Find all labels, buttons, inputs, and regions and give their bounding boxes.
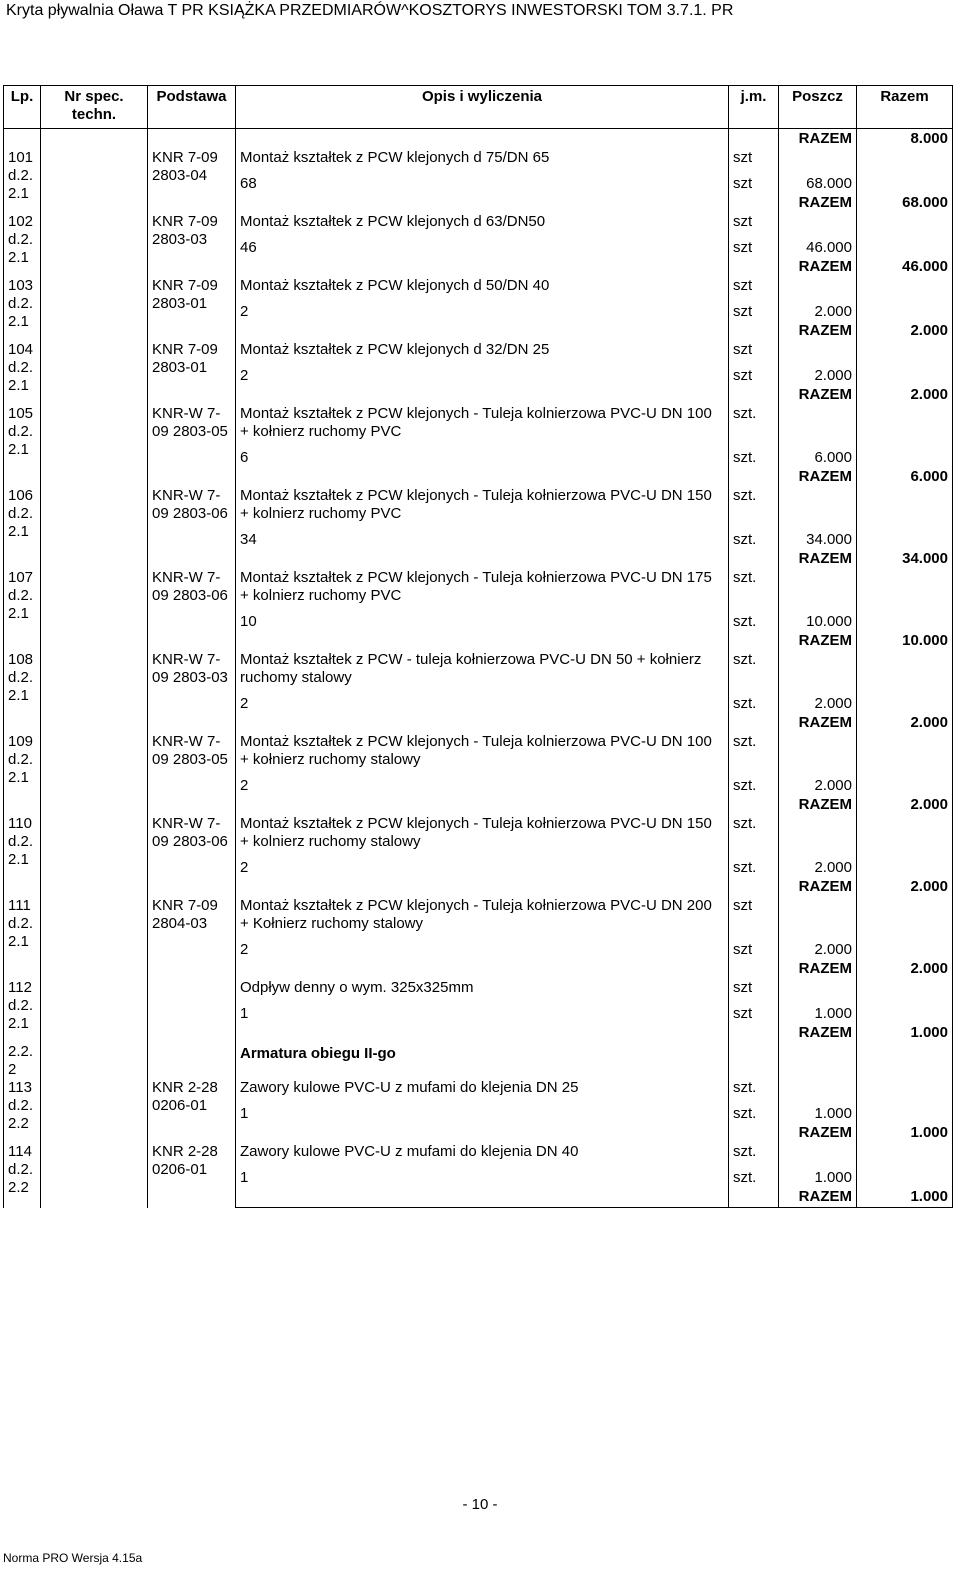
item-lp: 106 d.2. 2.1 bbox=[4, 487, 41, 569]
empty-cell bbox=[857, 1161, 953, 1187]
item-nr-spec bbox=[41, 405, 148, 487]
razem-label: RAZEM bbox=[779, 1187, 857, 1208]
item-description: Montaż kształtek z PCW klejonych - Tuleja kołnierzowa PVC-U DN 150 + kolnierz ruchomy PVC bbox=[236, 487, 729, 523]
razem-value: 1.000 bbox=[857, 1123, 953, 1143]
item-nr-spec bbox=[41, 651, 148, 733]
item-unit: szt bbox=[729, 277, 779, 295]
calc-quantity: 10 bbox=[236, 605, 729, 631]
empty-cell bbox=[857, 979, 953, 997]
razem-label: RAZEM bbox=[779, 385, 857, 405]
empty-cell bbox=[236, 713, 729, 733]
razem-label: RAZEM bbox=[779, 713, 857, 733]
item-row bbox=[4, 815, 953, 851]
item-lp: 103 d.2. 2.1 bbox=[4, 277, 41, 341]
calc-unit: szt. bbox=[729, 523, 779, 549]
razem-value: 2.000 bbox=[857, 959, 953, 979]
empty-cell bbox=[236, 257, 729, 277]
poszcz-value: 2.000 bbox=[779, 687, 857, 713]
item-nr-spec bbox=[41, 213, 148, 277]
section-row bbox=[4, 1043, 953, 1079]
item-description: Montaż kształtek z PCW klejonych d 63/DN50 bbox=[236, 213, 729, 231]
table-header-row bbox=[4, 86, 953, 129]
item-row bbox=[4, 569, 953, 605]
calc-unit: szt. bbox=[729, 1097, 779, 1123]
empty-cell bbox=[729, 467, 779, 487]
calc-quantity: 2 bbox=[236, 687, 729, 713]
item-description: Montaż kształtek z PCW klejonych - Tuleja kolnierzowa PVC-U DN 100 + kołnierz ruchomy stalowy bbox=[236, 733, 729, 769]
empty-cell bbox=[236, 549, 729, 569]
empty-cell bbox=[236, 877, 729, 897]
item-lp: 107 d.2. 2.1 bbox=[4, 569, 41, 651]
item-unit: szt. bbox=[729, 569, 779, 605]
razem-value: 46.000 bbox=[857, 257, 953, 277]
empty-cell bbox=[729, 959, 779, 979]
razem-label: RAZEM bbox=[779, 467, 857, 487]
item-unit: szt. bbox=[729, 733, 779, 769]
empty-cell bbox=[236, 1187, 729, 1208]
item-description: Montaż kształtek z PCW - tuleja kołnierzowa PVC-U DN 50 + kołnierz ruchomy stalowy bbox=[236, 651, 729, 687]
item-row bbox=[4, 1143, 953, 1161]
empty-cell bbox=[857, 213, 953, 231]
item-row bbox=[4, 733, 953, 769]
poszcz-value: 2.000 bbox=[779, 359, 857, 385]
item-lp: 113 d.2. 2.2 bbox=[4, 1079, 41, 1143]
empty-cell bbox=[857, 277, 953, 295]
empty-cell bbox=[857, 149, 953, 167]
item-unit: szt. bbox=[729, 405, 779, 441]
empty-cell bbox=[729, 631, 779, 651]
item-description: Zawory kulowe PVC-U z mufami do klejenia DN 25 bbox=[236, 1079, 729, 1097]
calc-unit: szt. bbox=[729, 851, 779, 877]
poszcz-value: 1.000 bbox=[779, 997, 857, 1023]
empty-cell bbox=[236, 631, 729, 651]
item-row bbox=[4, 405, 953, 441]
calc-unit: szt bbox=[729, 997, 779, 1023]
col-header-opis: Opis i wyliczenia bbox=[236, 86, 729, 129]
razem-label: RAZEM bbox=[779, 959, 857, 979]
razem-value: 2.000 bbox=[857, 321, 953, 341]
empty-cell bbox=[857, 651, 953, 687]
item-lp: 112 d.2. 2.1 bbox=[4, 979, 41, 1043]
item-description: Montaż kształtek z PCW klejonych - Tuleja kołnierzowa PVC-U DN 175 + kolnierz ruchomy PVC bbox=[236, 569, 729, 605]
item-lp: 114 d.2. 2.2 bbox=[4, 1143, 41, 1208]
poszcz-value: 68.000 bbox=[779, 167, 857, 193]
item-unit: szt. bbox=[729, 651, 779, 687]
item-podstawa: KNR 7-09 2803-01 bbox=[148, 341, 236, 405]
poszcz-value: 6.000 bbox=[779, 441, 857, 467]
empty-cell bbox=[729, 385, 779, 405]
empty-cell bbox=[729, 877, 779, 897]
empty-cell bbox=[857, 933, 953, 959]
item-unit: szt. bbox=[729, 815, 779, 851]
item-lp: 101 d.2. 2.1 bbox=[4, 149, 41, 213]
empty-cell bbox=[779, 487, 857, 523]
item-nr-spec bbox=[41, 897, 148, 979]
calc-unit: szt bbox=[729, 167, 779, 193]
item-podstawa: KNR 2-28 0206-01 bbox=[148, 1143, 236, 1208]
item-podstawa: KNR 2-28 0206-01 bbox=[148, 1079, 236, 1143]
empty-cell bbox=[857, 1143, 953, 1161]
empty-cell bbox=[729, 713, 779, 733]
empty-cell bbox=[236, 467, 729, 487]
calc-unit: szt. bbox=[729, 687, 779, 713]
empty-cell bbox=[857, 359, 953, 385]
empty-cell bbox=[779, 979, 857, 997]
empty-cell bbox=[857, 405, 953, 441]
razem-label: RAZEM bbox=[779, 257, 857, 277]
item-podstawa: KNR 7-09 2803-01 bbox=[148, 277, 236, 341]
empty-cell bbox=[236, 321, 729, 341]
calc-unit: szt. bbox=[729, 769, 779, 795]
razem-value: 34.000 bbox=[857, 549, 953, 569]
item-row bbox=[4, 651, 953, 687]
col-header-nr-spec: Nr spec. techn. bbox=[41, 86, 148, 129]
item-row bbox=[4, 149, 953, 167]
calc-quantity: 1 bbox=[236, 1161, 729, 1187]
poszcz-value: 2.000 bbox=[779, 933, 857, 959]
item-podstawa: KNR-W 7- 09 2803-06 bbox=[148, 815, 236, 897]
empty-cell bbox=[148, 1043, 236, 1079]
calc-unit: szt bbox=[729, 359, 779, 385]
razem-label: RAZEM bbox=[779, 795, 857, 815]
item-description: Montaż kształtek z PCW klejonych - Tuleja kolnierzowa PVC-U DN 100 + kołnierz ruchomy PVC bbox=[236, 405, 729, 441]
calc-unit: szt. bbox=[729, 441, 779, 467]
empty-cell bbox=[857, 487, 953, 523]
empty-cell bbox=[236, 795, 729, 815]
empty-cell bbox=[779, 405, 857, 441]
item-row bbox=[4, 277, 953, 295]
empty-cell bbox=[729, 1043, 779, 1079]
razem-value: 6.000 bbox=[857, 467, 953, 487]
calc-quantity: 2 bbox=[236, 359, 729, 385]
calc-unit: szt. bbox=[729, 1161, 779, 1187]
software-version: Norma PRO Wersja 4.15a bbox=[3, 1551, 143, 1565]
cost-estimate-table bbox=[3, 85, 953, 1208]
empty-cell bbox=[857, 769, 953, 795]
item-unit: szt. bbox=[729, 1143, 779, 1161]
calc-quantity: 46 bbox=[236, 231, 729, 257]
empty-cell bbox=[857, 815, 953, 851]
col-header-poszcz: Poszcz bbox=[779, 86, 857, 129]
section-title: Armatura obiegu II-go bbox=[236, 1043, 729, 1079]
item-description: Montaż kształtek z PCW klejonych - Tuleja kołnierzowa PVC-U DN 150 + kolnierz ruchomy stalowy bbox=[236, 815, 729, 851]
razem-value: 2.000 bbox=[857, 385, 953, 405]
razem-label: RAZEM bbox=[779, 549, 857, 569]
empty-cell bbox=[236, 385, 729, 405]
empty-cell bbox=[857, 687, 953, 713]
empty-cell bbox=[857, 1097, 953, 1123]
empty-cell bbox=[779, 897, 857, 933]
empty-cell bbox=[729, 193, 779, 213]
item-unit: szt bbox=[729, 897, 779, 933]
empty-cell bbox=[729, 321, 779, 341]
empty-cell bbox=[729, 549, 779, 569]
item-lp: 110 d.2. 2.1 bbox=[4, 815, 41, 897]
item-podstawa: KNR-W 7- 09 2803-05 bbox=[148, 405, 236, 487]
empty-cell bbox=[857, 605, 953, 631]
section-lp: 2.2. 2 bbox=[4, 1043, 41, 1079]
item-podstawa: KNR-W 7- 09 2803-03 bbox=[148, 651, 236, 733]
empty-cell bbox=[779, 569, 857, 605]
item-nr-spec bbox=[41, 277, 148, 341]
col-header-jm: j.m. bbox=[729, 86, 779, 129]
item-podstawa: KNR-W 7- 09 2803-05 bbox=[148, 733, 236, 815]
item-description: Montaż kształtek z PCW klejonych d 75/DN 65 bbox=[236, 149, 729, 167]
item-nr-spec bbox=[41, 979, 148, 1043]
empty-cell bbox=[857, 167, 953, 193]
empty-cell bbox=[729, 795, 779, 815]
empty-cell bbox=[729, 1187, 779, 1208]
poszcz-value: 2.000 bbox=[779, 295, 857, 321]
empty-cell bbox=[779, 277, 857, 295]
calc-unit: szt. bbox=[729, 605, 779, 631]
item-unit: szt bbox=[729, 979, 779, 997]
empty-cell bbox=[779, 815, 857, 851]
item-lp: 111 d.2. 2.1 bbox=[4, 897, 41, 979]
razem-value: 68.000 bbox=[857, 193, 953, 213]
empty-cell bbox=[857, 569, 953, 605]
item-nr-spec bbox=[41, 1143, 148, 1208]
item-lp: 108 d.2. 2.1 bbox=[4, 651, 41, 733]
empty-cell bbox=[779, 651, 857, 687]
calc-unit: szt bbox=[729, 933, 779, 959]
empty-cell bbox=[779, 213, 857, 231]
item-unit: szt. bbox=[729, 1079, 779, 1097]
empty-cell bbox=[236, 1123, 729, 1143]
poszcz-value: 46.000 bbox=[779, 231, 857, 257]
poszcz-value: 1.000 bbox=[779, 1097, 857, 1123]
razem-value: 2.000 bbox=[857, 713, 953, 733]
top-razem-row bbox=[4, 129, 953, 150]
item-nr-spec bbox=[41, 149, 148, 213]
poszcz-value: 1.000 bbox=[779, 1161, 857, 1187]
calc-quantity: 1 bbox=[236, 997, 729, 1023]
razem-value: 1.000 bbox=[857, 1187, 953, 1208]
empty-cell bbox=[236, 959, 729, 979]
empty-cell bbox=[729, 1023, 779, 1043]
calc-quantity: 1 bbox=[236, 1097, 729, 1123]
item-nr-spec bbox=[41, 569, 148, 651]
item-nr-spec bbox=[41, 1079, 148, 1143]
razem-value: 2.000 bbox=[857, 877, 953, 897]
empty-cell bbox=[857, 295, 953, 321]
razem-value: 8.000 bbox=[857, 129, 953, 150]
razem-value: 1.000 bbox=[857, 1023, 953, 1043]
empty-cell bbox=[779, 1143, 857, 1161]
empty-cell bbox=[857, 1043, 953, 1079]
razem-label: RAZEM bbox=[779, 631, 857, 651]
empty-cell bbox=[857, 231, 953, 257]
item-row bbox=[4, 979, 953, 997]
empty-cell bbox=[857, 733, 953, 769]
poszcz-value: 2.000 bbox=[779, 769, 857, 795]
item-podstawa: KNR-W 7- 09 2803-06 bbox=[148, 487, 236, 569]
item-podstawa: KNR 7-09 2803-04 bbox=[148, 149, 236, 213]
empty-cell bbox=[729, 1123, 779, 1143]
item-lp: 109 d.2. 2.1 bbox=[4, 733, 41, 815]
empty-cell bbox=[857, 523, 953, 549]
document-header: Kryta pływalnia Oława T PR KSIĄŻKA PRZEDMIARÓW^KOSZTORYS INWESTORSKI TOM 3.7.1. PR bbox=[6, 2, 734, 19]
razem-label: RAZEM bbox=[779, 129, 857, 150]
col-header-razem: Razem bbox=[857, 86, 953, 129]
empty-cell bbox=[41, 1043, 148, 1079]
item-podstawa: KNR 7-09 2804-03 bbox=[148, 897, 236, 979]
calc-quantity: 2 bbox=[236, 851, 729, 877]
item-unit: szt. bbox=[729, 487, 779, 523]
item-podstawa: KNR-W 7- 09 2803-06 bbox=[148, 569, 236, 651]
razem-value: 2.000 bbox=[857, 795, 953, 815]
empty-cell bbox=[779, 149, 857, 167]
item-nr-spec bbox=[41, 487, 148, 569]
calc-unit: szt bbox=[729, 231, 779, 257]
calc-quantity: 2 bbox=[236, 769, 729, 795]
calc-quantity: 2 bbox=[236, 933, 729, 959]
item-description: Odpływ denny o wym. 325x325mm bbox=[236, 979, 729, 997]
item-nr-spec bbox=[41, 733, 148, 815]
razem-label: RAZEM bbox=[779, 1023, 857, 1043]
empty-cell bbox=[729, 257, 779, 277]
empty-cell bbox=[857, 997, 953, 1023]
razem-label: RAZEM bbox=[779, 193, 857, 213]
empty-cell bbox=[779, 1043, 857, 1079]
calc-quantity: 34 bbox=[236, 523, 729, 549]
empty-cell bbox=[779, 1079, 857, 1097]
poszcz-value: 34.000 bbox=[779, 523, 857, 549]
item-row bbox=[4, 1079, 953, 1097]
empty-cell bbox=[236, 193, 729, 213]
item-description: Montaż kształtek z PCW klejonych - Tuleja kołnierzowa PVC-U DN 200 + Kołnierz ruchomy stalowy bbox=[236, 897, 729, 933]
item-description: Zawory kulowe PVC-U z mufami do klejenia DN 40 bbox=[236, 1143, 729, 1161]
empty-cell bbox=[857, 341, 953, 359]
item-unit: szt bbox=[729, 213, 779, 231]
item-unit: szt bbox=[729, 341, 779, 359]
item-row bbox=[4, 897, 953, 933]
col-header-podstawa: Podstawa bbox=[148, 86, 236, 129]
empty-cell bbox=[779, 733, 857, 769]
col-header-lp: Lp. bbox=[4, 86, 41, 129]
item-row bbox=[4, 487, 953, 523]
item-row bbox=[4, 213, 953, 231]
razem-label: RAZEM bbox=[779, 1123, 857, 1143]
item-podstawa bbox=[148, 979, 236, 1043]
empty-cell bbox=[857, 851, 953, 877]
calc-unit: szt bbox=[729, 295, 779, 321]
item-lp: 102 d.2. 2.1 bbox=[4, 213, 41, 277]
razem-label: RAZEM bbox=[779, 321, 857, 341]
poszcz-value: 2.000 bbox=[779, 851, 857, 877]
calc-quantity: 68 bbox=[236, 167, 729, 193]
item-lp: 105 d.2. 2.1 bbox=[4, 405, 41, 487]
empty-cell bbox=[236, 1023, 729, 1043]
item-description: Montaż kształtek z PCW klejonych d 50/DN 40 bbox=[236, 277, 729, 295]
empty-cell bbox=[857, 897, 953, 933]
empty-cell bbox=[857, 441, 953, 467]
razem-label: RAZEM bbox=[779, 877, 857, 897]
item-nr-spec bbox=[41, 815, 148, 897]
item-nr-spec bbox=[41, 341, 148, 405]
empty-cell bbox=[857, 1079, 953, 1097]
calc-quantity: 6 bbox=[236, 441, 729, 467]
razem-value: 10.000 bbox=[857, 631, 953, 651]
item-podstawa: KNR 7-09 2803-03 bbox=[148, 213, 236, 277]
empty-cell bbox=[779, 341, 857, 359]
item-lp: 104 d.2. 2.1 bbox=[4, 341, 41, 405]
item-unit: szt bbox=[729, 149, 779, 167]
item-description: Montaż kształtek z PCW klejonych d 32/DN 25 bbox=[236, 341, 729, 359]
poszcz-value: 10.000 bbox=[779, 605, 857, 631]
item-row bbox=[4, 341, 953, 359]
calc-quantity: 2 bbox=[236, 295, 729, 321]
page-number: - 10 - bbox=[462, 1496, 498, 1513]
